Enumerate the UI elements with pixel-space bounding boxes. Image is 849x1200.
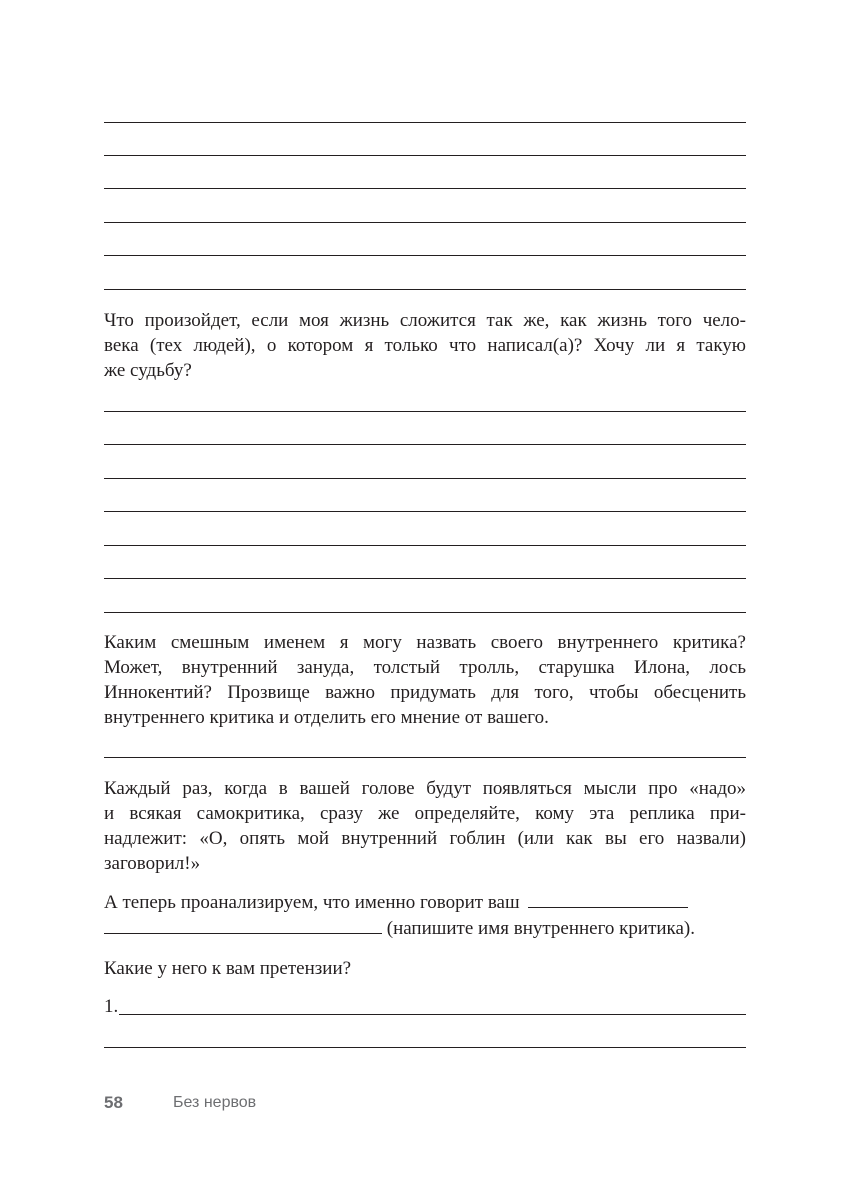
critic-name-blank-1[interactable] [528,889,688,908]
question-critic-nickname [104,630,746,730]
text-line: Что произойдет, если моя жизнь сложится так же, как жизнь того чело- [104,310,746,331]
text-line: века (тех людей), о котором я только что написал(а)? Хочу ли я такую [104,335,746,356]
answer-line[interactable] [104,222,746,223]
answer-line[interactable] [104,255,746,256]
nickname-answer-line[interactable] [104,757,746,758]
text-line: внутреннего критика и отделить его мнение от вашего. [104,707,549,728]
answer-line[interactable] [104,478,746,479]
answer-line[interactable] [104,188,746,189]
analysis-text: А теперь проанализируем, что именно говорит ваш [104,892,520,913]
text-line: же судьбу? [104,360,192,381]
claim-answer-line[interactable] [119,1014,746,1015]
text-line: заговорил!» [104,853,201,874]
text-line: и всякая самокритика, сразу же определяйте, кому эта реплика при- [104,803,746,824]
answer-line[interactable] [104,545,746,546]
claims-question: Какие у него к вам претензии? [104,958,352,979]
answer-line[interactable] [104,444,746,445]
answer-line[interactable] [104,289,746,290]
analysis-line-1 [104,889,746,915]
advice-paragraph [104,776,746,876]
analysis-hint: (напишите имя внутреннего критика). [386,918,695,939]
analysis-line-2 [104,915,746,941]
question-same-fate [104,308,746,383]
text-line: Может, внутренний зануда, толстый тролль, старушка Илона, лось [104,657,746,678]
answer-line[interactable] [104,511,746,512]
answer-line[interactable] [104,122,746,123]
answer-line[interactable] [104,155,746,156]
text-line: Каким смешным именем я могу назвать своего внутреннего критика? [104,632,746,653]
list-number: 1. [104,996,119,1017]
claim-answer-line[interactable] [104,1047,746,1048]
claims-list-item [104,994,746,1019]
text-line: надлежит: «О, опять мой внутренний гоблин (или как вы его назвали) [104,828,746,849]
answer-line[interactable] [104,411,746,412]
page-number: 58 [104,1093,123,1112]
analysis-paragraph [104,889,746,941]
text-line: Иннокентий? Прозвище важно придумать для того, чтобы обесценить [104,682,746,703]
book-title: Без нервов [173,1094,257,1111]
answer-line[interactable] [104,612,746,613]
answer-line[interactable] [104,578,746,579]
text-line: Каждый раз, когда в вашей голове будут появляться мысли про «надо» [104,778,746,799]
critic-name-blank-2[interactable] [104,915,382,934]
